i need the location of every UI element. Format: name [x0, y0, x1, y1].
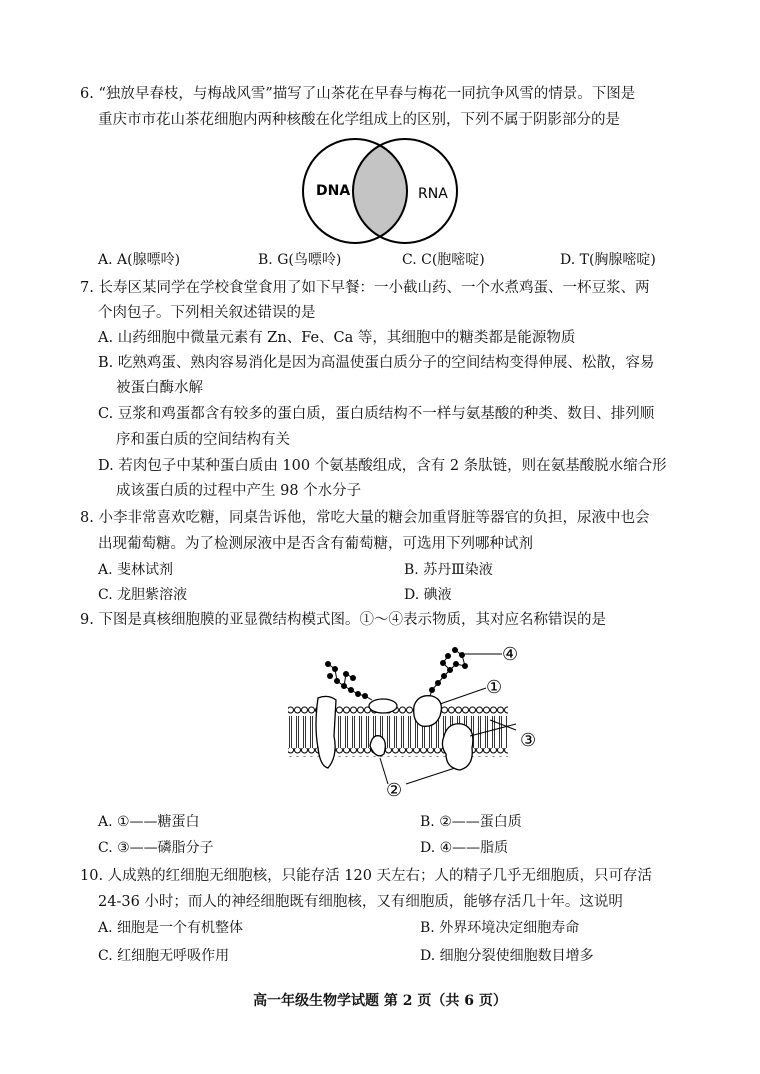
- dna-rna-venn-diagram: [290, 138, 470, 248]
- label-4: ④: [502, 644, 519, 665]
- q7-option-b-line2[interactable]: 被蛋白酶水解: [116, 380, 203, 396]
- q8-stem-line1: 8. 小李非常喜欢吃糖，同桌告诉他，常吃大量的糖会加重肾脏等器官的负担，尿液中也会: [80, 510, 650, 526]
- glycoprotein-protein: [414, 696, 442, 727]
- q7-option-b-line1[interactable]: B. 吃熟鸡蛋、熟肉容易消化是因为高温使蛋白质分子的空间结构变得伸展、松散，容易: [98, 355, 655, 371]
- transmembrane-protein-left: [316, 696, 336, 768]
- q7-stem-line1: 7. 长寿区某同学在学校食堂食用了如下早餐：一小截山药、一个水煮鸡蛋、一杯豆浆、两: [80, 280, 650, 296]
- q10-option-a[interactable]: A. 细胞是一个有机整体: [98, 920, 244, 936]
- label-1: ①: [486, 677, 503, 698]
- q7-option-c-line2[interactable]: 序和蛋白质的空间结构有关: [116, 432, 290, 448]
- glycolipid-sugar-chain: [325, 661, 372, 700]
- q10-stem-line2: 24-36 小时；而人的神经细胞既有细胞核，又有细胞质，能够存活几十年。这说明: [98, 894, 623, 910]
- label-3: ③: [520, 730, 537, 751]
- q6-stem-line1: 6. “独放早春枝，与梅战风雪”描写了山茶花在早春与梅花一同抗争风雪的情景。下图是: [80, 86, 636, 102]
- q6-option-b[interactable]: B. G(鸟嘌呤): [258, 252, 342, 268]
- glycoprotein-sugar-chain: [429, 647, 468, 696]
- q7-option-d-line2[interactable]: 成该蛋白质的过程中产生 98 个水分子: [116, 483, 362, 499]
- q9-option-c[interactable]: C. ③——磷脂分子: [98, 840, 214, 856]
- q8-option-a[interactable]: A. 斐林试剂: [98, 562, 174, 578]
- q10-stem-line1: 10. 人成熟的红细胞无细胞核，只能存活 120 天左右；人的精子几乎无细胞质，只可存活: [80, 868, 653, 884]
- q6-stem-line2: 重庆市市花山茶花细胞内两种核酸在化学组成上的区别，下列不属于阴影部分的是: [98, 112, 620, 128]
- q9-option-b[interactable]: B. ②——蛋白质: [420, 814, 522, 830]
- q10-option-d[interactable]: D. 细胞分裂使细胞数目增多: [420, 948, 594, 964]
- q6-option-a[interactable]: A. A(腺嘌呤): [98, 252, 181, 268]
- q7-option-d-line1[interactable]: D. 若肉包子中某种蛋白质由 100 个氨基酸组成，含有 2 条肽链，则在氨基酸脱水缩合形: [98, 458, 667, 474]
- q8-option-c[interactable]: C. 龙胆紫溶液: [98, 587, 188, 603]
- q9-stem: 9. 下图是真核细胞膜的亚显微结构模式图。①～④表示物质，其对应名称错误的是: [80, 612, 606, 628]
- q6-option-c[interactable]: C. C(胞嘧啶): [402, 252, 485, 268]
- peripheral-protein-top: [369, 699, 397, 713]
- transmembrane-protein-right: [442, 724, 472, 770]
- q10-option-b[interactable]: B. 外界环境决定细胞寿命: [420, 920, 580, 936]
- q8-option-b[interactable]: B. 苏丹Ⅲ染液: [404, 562, 493, 578]
- q7-option-c-line1[interactable]: C. 豆浆和鸡蛋都含有较多的蛋白质，蛋白质结构不一样与氨基酸的种类、数目、排列顺: [98, 406, 655, 422]
- rna-label: RNA: [418, 186, 448, 202]
- q8-stem-line2: 出现葡萄糖。为了检测尿液中是否含有葡萄糖，可选用下列哪种试剂: [98, 536, 533, 552]
- q6-option-d[interactable]: D. T(胸腺嘧啶): [560, 252, 656, 268]
- label-2: ②: [386, 780, 403, 801]
- q7-option-a[interactable]: A. 山药细胞中微量元素有 Zn、Fe、Ca 等，其细胞中的糖类都是能源物质: [98, 330, 576, 346]
- q9-option-a[interactable]: A. ①——糖蛋白: [98, 814, 200, 830]
- q8-option-d[interactable]: D. 碘液: [404, 587, 452, 603]
- page-footer: 高一年级生物学试题 第 2 页（共 6 页）: [253, 993, 507, 1009]
- q7-stem-line2: 个肉包子。下列相关叙述错误的是: [98, 305, 316, 321]
- cell-membrane-diagram: [280, 636, 550, 806]
- q9-option-d[interactable]: D. ④——脂质: [420, 840, 509, 856]
- q10-option-c[interactable]: C. 红细胞无呼吸作用: [98, 948, 230, 964]
- dna-label: DNA: [316, 183, 351, 199]
